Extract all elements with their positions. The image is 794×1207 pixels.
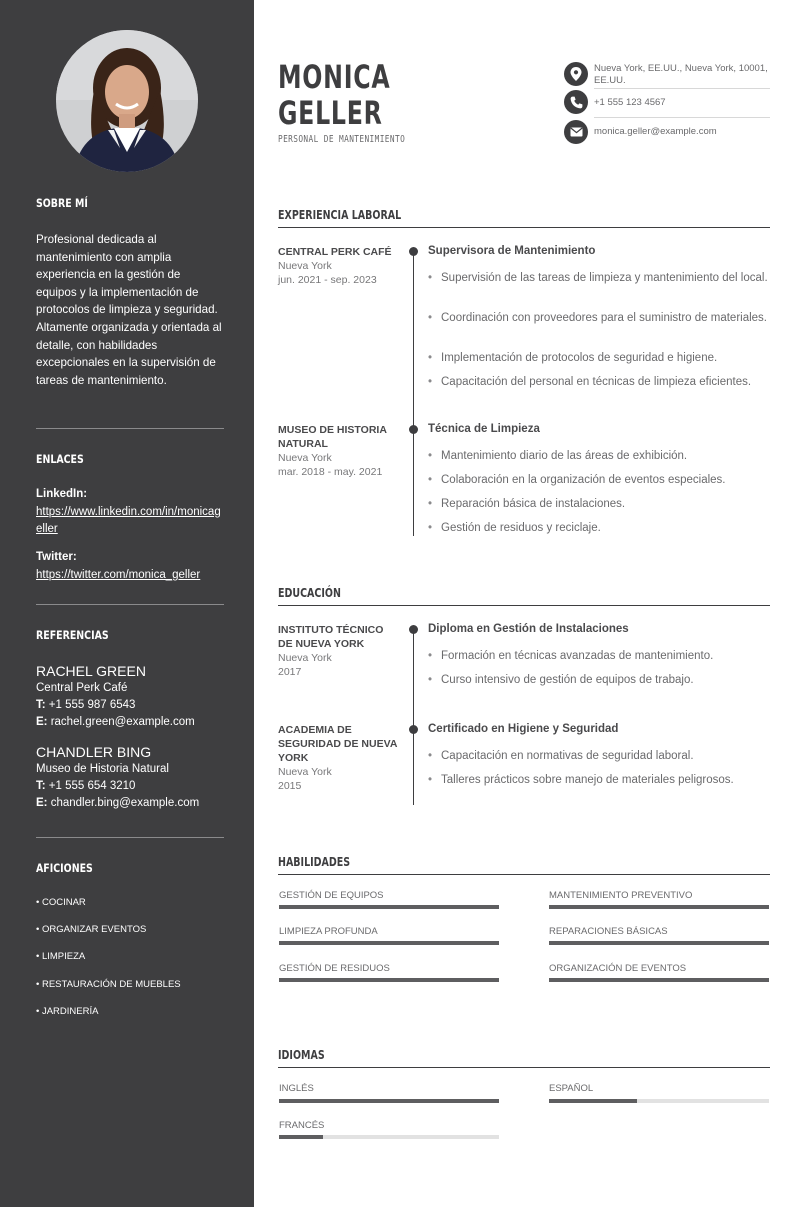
divider (594, 117, 770, 118)
skill-bar (279, 905, 499, 909)
linkedin-link[interactable]: https://www.linkedin.com/in/monicageller (36, 505, 221, 536)
reference-phone: +1 555 987 6543 (48, 699, 136, 711)
email-label: E: (36, 716, 48, 728)
link-item-linkedin (36, 486, 224, 539)
hobby-item: • LIMPIEZA (36, 951, 86, 962)
list-item: • Talleres prácticos sobre manejo de materiales peligrosos. (428, 772, 768, 788)
education-heading: EDUCACIÓN (278, 585, 341, 600)
link-item-twitter (36, 549, 224, 584)
degree-title: Diploma en Gestión de Instalaciones (428, 623, 629, 635)
phone-icon (564, 90, 588, 114)
email-label: E: (36, 797, 48, 809)
employer-name: CENTRAL PERK CAFÉ (278, 246, 392, 258)
sidebar (0, 0, 254, 1207)
language-label: FRANCÉS (279, 1120, 325, 1131)
list-item: • Capacitación en normativas de seguridad laboral. (428, 748, 768, 764)
hobby-item: • ORGANIZAR EVENTOS (36, 924, 147, 935)
section-rule (278, 227, 770, 228)
hobby-item: • RESTAURACIÓN DE MUEBLES (36, 979, 181, 990)
experience-heading: EXPERIENCIA LABORAL (278, 207, 402, 222)
reference-email-line (36, 714, 224, 731)
skill-bar-fill (279, 905, 499, 909)
language-bar-fill (279, 1099, 499, 1103)
links-heading: ENLACES (36, 452, 84, 466)
skill-label: REPARACIONES BÁSICAS (549, 926, 668, 937)
skill-bar (279, 941, 499, 945)
reference-name: RACHEL GREEN (36, 663, 146, 679)
reference-email-line (36, 795, 224, 812)
timeline-dot (409, 425, 418, 434)
list-item: • Capacitación del personal en técnicas de limpieza eficientes. (428, 374, 768, 390)
address-text: Nueva York, EE.UU., Nueva York, 10001, EE.UU. (594, 63, 768, 86)
about-heading: SOBRE MÍ (36, 196, 88, 210)
list-item: • Reparación básica de instalaciones. (428, 496, 768, 512)
contact-email (564, 120, 770, 146)
hobby-item: • COCINAR (36, 897, 86, 908)
school-location: Nueva York (278, 766, 332, 778)
language-bar (279, 1135, 499, 1139)
skill-label: GESTIÓN DE EQUIPOS (279, 890, 384, 901)
first-name: MONICA (278, 58, 391, 96)
reference-item (36, 744, 224, 812)
school-location: Nueva York (278, 652, 332, 664)
skill-bar (549, 905, 769, 909)
portrait-image (56, 30, 198, 172)
twitter-link[interactable]: https://twitter.com/monica_geller (36, 568, 201, 581)
job-role: PERSONAL DE MANTENIMIENTO (278, 134, 406, 145)
skill-bar (279, 978, 499, 982)
list-item: • Curso intensivo de gestión de equipos de trabajo. (428, 672, 768, 688)
section-rule (278, 874, 770, 875)
languages-heading: IDIOMAS (278, 1047, 325, 1062)
phone-label: T: (36, 780, 46, 792)
skill-bar-fill (279, 941, 499, 945)
timeline-dot (409, 625, 418, 634)
school-name: ACADEMIA DE SEGURIDAD DE NUEVA YORK (278, 724, 398, 764)
education-entry-meta (278, 723, 398, 793)
language-label: INGLÉS (279, 1083, 314, 1094)
list-item: • Mantenimiento diario de las áreas de exhibición. (428, 448, 768, 464)
employment-dates: mar. 2018 - may. 2021 (278, 466, 383, 478)
language-label: ESPAÑOL (549, 1083, 594, 1094)
phone-label: T: (36, 699, 46, 711)
skill-bar-fill (549, 978, 769, 982)
language-bar (549, 1099, 769, 1103)
education-entry-meta (278, 623, 398, 679)
list-item: • Colaboración en la organización de eventos especiales. (428, 472, 768, 488)
reference-phone-line (36, 778, 224, 795)
divider (36, 837, 224, 838)
employer-location: Nueva York (278, 452, 332, 464)
experience-timeline (413, 251, 414, 536)
section-rule (278, 1067, 770, 1068)
timeline-dot (409, 247, 418, 256)
job-title: Supervisora de Mantenimiento (428, 245, 596, 257)
skill-bar-fill (279, 978, 499, 982)
list-item: • Gestión de residuos y reciclaje. (428, 520, 768, 536)
email-link[interactable]: monica.geller@example.com (594, 126, 717, 137)
skill-label: GESTIÓN DE RESIDUOS (279, 963, 390, 974)
link-label: LinkedIn: (36, 488, 88, 500)
skills-heading: HABILIDADES (278, 854, 351, 869)
job-title: Técnica de Limpieza (428, 423, 540, 435)
last-name: GELLER (278, 94, 383, 132)
skill-bar (549, 978, 769, 982)
skill-label: LIMPIEZA PROFUNDA (279, 926, 378, 937)
divider (36, 428, 224, 429)
reference-item (36, 663, 224, 731)
envelope-icon (564, 120, 588, 144)
list-item: • Coordinación con proveedores para el suministro de materiales. (428, 310, 768, 326)
divider (36, 604, 224, 605)
link-label: Twitter: (36, 551, 77, 563)
reference-phone: +1 555 654 3210 (48, 780, 136, 792)
skill-bar (549, 941, 769, 945)
language-bar-fill (549, 1099, 637, 1103)
reference-name: CHANDLER BING (36, 744, 152, 760)
profile-photo (56, 30, 198, 172)
skill-bar-fill (549, 905, 769, 909)
language-bar-fill (279, 1135, 323, 1139)
contact-phone (564, 90, 770, 116)
employment-dates: jun. 2021 - sep. 2023 (278, 274, 377, 286)
phone-text: +1 555 123 4567 (594, 97, 666, 108)
skill-label: MANTENIMIENTO PREVENTIVO (549, 890, 693, 901)
language-bar (279, 1099, 499, 1103)
hobbies-heading: AFICIONES (36, 861, 93, 875)
skill-bar-fill (549, 941, 769, 945)
reference-phone-line (36, 697, 224, 714)
education-dates: 2017 (278, 666, 302, 678)
location-pin-icon (564, 62, 588, 86)
hobby-item: • JARDINERÍA (36, 1006, 99, 1017)
school-name: INSTITUTO TÉCNICO DE NUEVA YORK (278, 624, 384, 650)
about-text: Profesional dedicada al mantenimiento con amplia experiencia en la gestión de equipos y la implementación de protocolos de limpieza y seguridad. Altamente organizada y orientada al detalle, con habilidades excepcionales en la supervisión de tareas de mantenimiento. (36, 233, 222, 387)
references-heading: REFERENCIAS (36, 628, 109, 642)
reference-org: Central Perk Café (36, 682, 128, 694)
timeline-dot (409, 725, 418, 734)
list-item: • Supervisión de las tareas de limpieza y mantenimiento del local. (428, 270, 768, 286)
section-rule (278, 605, 770, 606)
list-item: • Formación en técnicas avanzadas de mantenimiento. (428, 648, 768, 664)
skill-label: ORGANIZACIÓN DE EVENTOS (549, 963, 687, 974)
reference-org: Museo de Historia Natural (36, 763, 169, 775)
reference-email: chandler.bing@example.com (50, 797, 200, 809)
reference-email: rachel.green@example.com (50, 716, 195, 728)
experience-entry-meta (278, 245, 398, 287)
employer-location: Nueva York (278, 260, 332, 272)
list-item: • Implementación de protocolos de seguridad e higiene. (428, 350, 768, 366)
education-dates: 2015 (278, 780, 302, 792)
contact-address (564, 62, 770, 90)
divider (594, 88, 770, 89)
degree-title: Certificado en Higiene y Seguridad (428, 723, 619, 735)
experience-entry-meta (278, 423, 398, 479)
education-timeline (413, 629, 414, 805)
employer-name: MUSEO DE HISTORIA NATURAL (278, 424, 387, 450)
